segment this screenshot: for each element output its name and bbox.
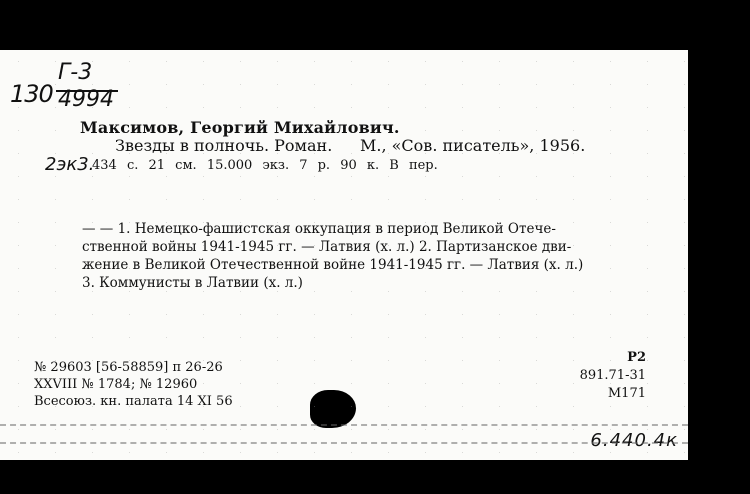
class-code: М171	[607, 386, 646, 401]
physical-description: 434 с. 21 см. 15.000 экз. 7 р. 90 к. В пер.	[92, 158, 438, 173]
record-line: № 29603 [56-58859] п 26-26	[34, 360, 223, 375]
record-line: Всесоюз. кн. палата 14 XI 56	[34, 394, 233, 409]
author-heading: Максимов, Георгий Михайлович.	[80, 118, 400, 137]
class-code: Р2	[627, 350, 646, 365]
ink-blot	[310, 390, 356, 428]
call-number-bottom: 4994	[58, 87, 114, 112]
scan-noise-line	[0, 442, 688, 445]
handwritten-code: 2эк3.	[45, 154, 95, 175]
call-number-top: Г-3	[58, 60, 93, 85]
handwritten-note: 6.440.4к	[590, 430, 678, 451]
class-code: 891.71-31	[579, 368, 646, 383]
book-title: Звезды в полночь. Роман.	[115, 136, 333, 155]
record-line: XXVIII № 1784; № 12960	[34, 377, 198, 392]
call-number-main: 130	[10, 80, 53, 108]
subject-headings: — — 1. Немецко-фашистская оккупация в период Великой Отече- ственной войны 1941-1945 гг. — Латвия (х. л.) 2. Партизанское дви- жение в Великой Отечественной войне 1941-1945 гг. — Латвия (х. л.) 3. Коммунисты в Латвии (х. л.)	[82, 221, 584, 291]
imprint: М., «Сов. писатель», 1956.	[360, 136, 586, 155]
scan-noise-line	[0, 424, 688, 427]
catalog-card	[0, 50, 688, 460]
